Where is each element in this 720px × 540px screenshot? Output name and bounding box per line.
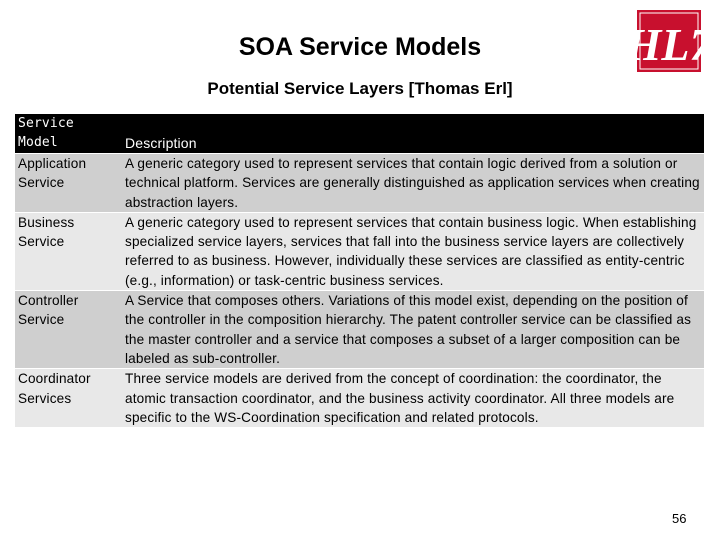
logo-text: HL7: [625, 19, 713, 70]
cell-description: A generic category used to represent services that contain business logic. When establishing specialized service layers, services that fall into the business service layers are collectively referred to as business. However, individually these services are classified as entity-centric (e.g., information) or task-centric business services.: [122, 212, 704, 290]
cell-model: Application Service: [15, 154, 122, 213]
header-service-model: Service Model: [15, 114, 122, 154]
service-models-table: [15, 114, 704, 427]
cell-description: A Service that composes others. Variations of this model exist, depending on the position of the controller in the composition hierarchy. The patent controller service can be classified as the master controller and a service that composes a subset of a larger composition can be labeled as sub-controller.: [122, 291, 704, 369]
hl7-logo: [625, 10, 713, 72]
table-row: [15, 291, 704, 369]
header-description: Description: [122, 114, 704, 154]
slide-title: SOA Service Models: [238, 33, 482, 61]
cell-model: Business Service: [15, 212, 122, 290]
cell-model: Controller Service: [15, 291, 122, 369]
page-number: 56: [672, 511, 687, 526]
slide-subtitle: Potential Service Layers [Thomas Erl]: [207, 79, 513, 98]
cell-description: A generic category used to represent services that contain logic derived from a solution or technical platform. Services are generally distinguished as application services when creating abstraction layers.: [122, 154, 704, 213]
cell-description: Three service models are derived from the concept of coordination: the coordinator, the atomic transaction coordinator, and the business activity coordinator. All three models are specific to the WS-Coordination specification and related protocols.: [122, 369, 704, 427]
table-row: [15, 369, 704, 427]
table-row: [15, 212, 704, 290]
cell-model: Coordinator Services: [15, 369, 122, 427]
table-header-row: [15, 114, 704, 154]
hl7-logo-icon: [625, 10, 713, 72]
table-row: [15, 154, 704, 213]
